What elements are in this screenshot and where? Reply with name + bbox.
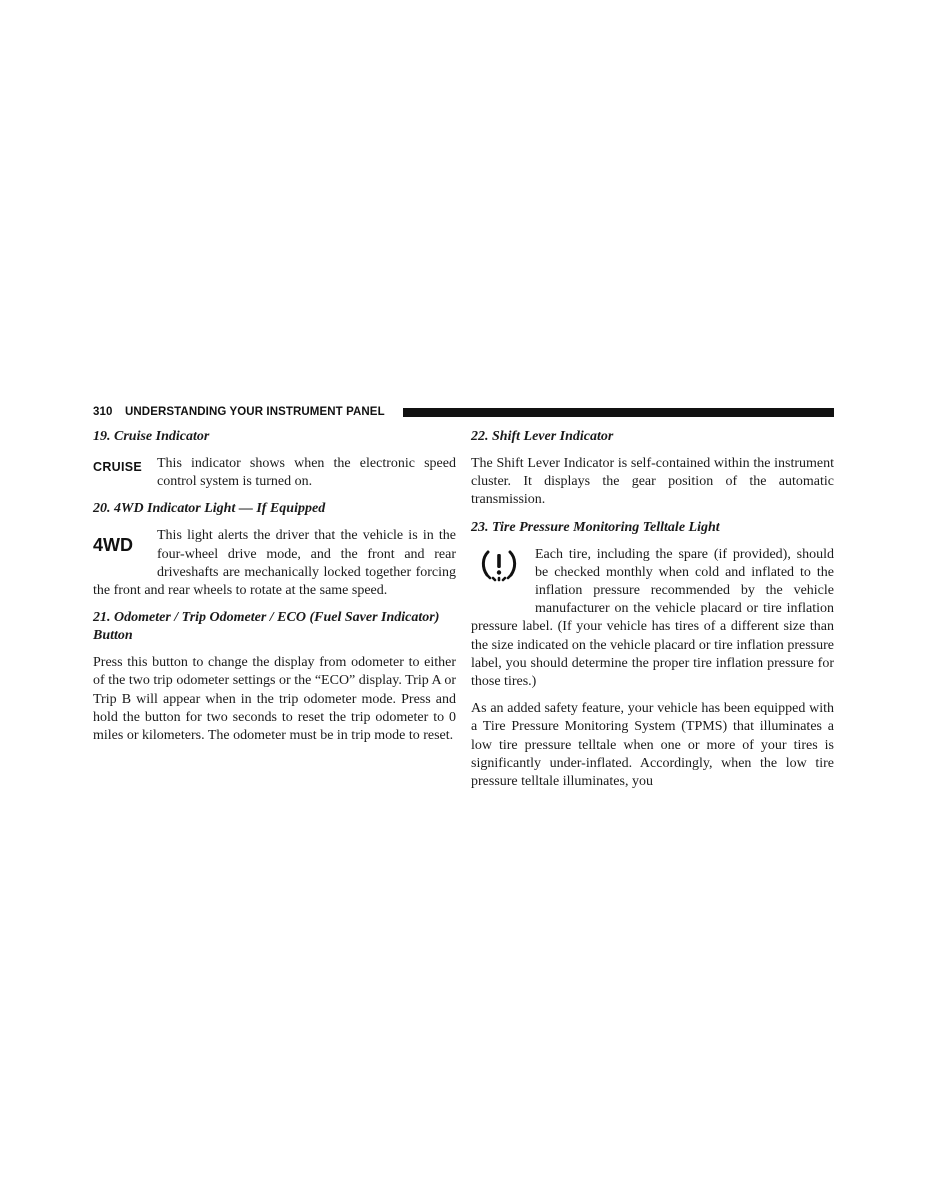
tpms-block xyxy=(471,546,834,692)
4wd-indicator-text: This light alerts the driver that the vehicle is in the four-wheel drive mode, and the front and rear driveshafts are mechanically locked together forcing the front and rear wheels to rotate at the same speed. xyxy=(93,528,456,599)
right-column xyxy=(471,426,834,800)
page-number: 310 xyxy=(93,406,113,418)
cruise-indicator-block xyxy=(93,455,456,491)
cruise-indicator-text: This indicator shows when the electronic speed control system is turned on. xyxy=(157,456,456,490)
4wd-indicator-block xyxy=(93,527,456,600)
tpms-text-2: As an added safety feature, your vehicle has been equipped with a Tire Pressure Monitoring System (TPMS) that illuminates a low tire pressure telltale when one or more of your tires is significantly under-inflated. Accordingly, when the low tire pressure telltale illuminates, you xyxy=(471,701,834,790)
4wd-icon: 4WD xyxy=(93,535,133,556)
tire-pressure-warning-icon xyxy=(471,548,527,602)
section-title: UNDERSTANDING YOUR INSTRUMENT PANEL xyxy=(125,406,385,418)
heading-odometer-button: 21. Odometer / Trip Odometer / ECO (Fuel Saver Indicator) Button xyxy=(93,610,440,644)
cruise-icon: CRUISE xyxy=(93,460,143,474)
header-rule xyxy=(403,408,834,417)
heading-cruise-indicator: 19. Cruise Indicator xyxy=(93,429,210,444)
heading-4wd-indicator: 20. 4WD Indicator Light — If Equipped xyxy=(93,501,326,517)
shift-lever-text: The Shift Lever Indicator is self-contained within the instrument cluster. It displays the gear position of the automatic transmission. xyxy=(471,456,834,508)
heading-shift-lever-indicator: 22. Shift Lever Indicator xyxy=(471,429,614,444)
page-header xyxy=(93,404,834,422)
tire-pressure-warning-icon-graphic xyxy=(479,548,519,584)
left-column xyxy=(93,426,456,754)
heading-tpms-telltale: 23. Tire Pressure Monitoring Telltale Light xyxy=(471,519,720,535)
odometer-button-text: Press this button to change the display from odometer to either of the two trip odometer settings or the “ECO” display. Trip A or Trip B will appear when in the trip odometer mode. Press and hold the button for two seconds to reset the trip odometer to 0 miles or kilometers. The odometer must be in trip mode to reset. xyxy=(93,655,456,744)
tpms-text-1: Each tire, including the spare (if provided), should be checked monthly when cold and inflated to the inflation pressure recommended by the vehicle manufacturer on the vehicle placard or tire inflation pressure label. (If your vehicle has tires of a different size than the size indicated on the vehicle placard or tire inflation pressure label, you should determine the proper tire inflation pressure for those tires.) xyxy=(471,546,834,690)
